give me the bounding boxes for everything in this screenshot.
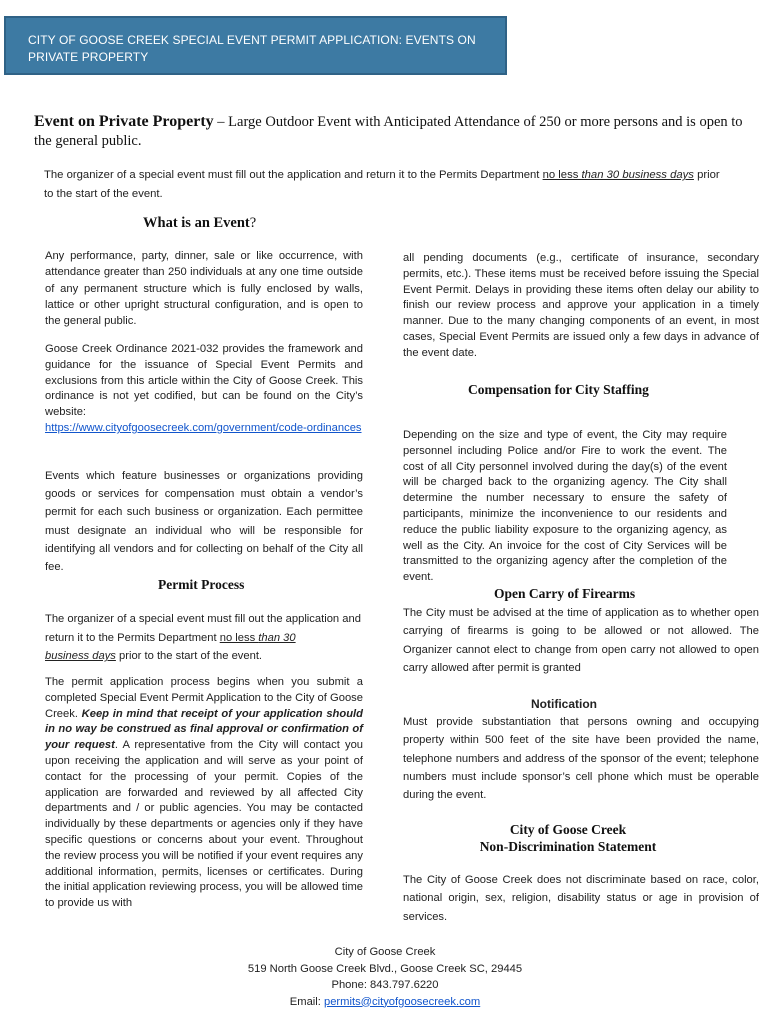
footer-contact [0,944,770,1010]
footer-address: 519 North Goose Creek Blvd., Goose Creek SC, 29445 [247,962,523,975]
nd-title-statement: Non-Discrimination Statement [479,838,657,854]
process-intro-text: The organizer of a special event must fill out the application and return it to the Permits Department [45,613,361,644]
intro-text: The organizer of a special event must fill out the application and return it to the Permits Department [44,169,543,181]
process-underline-days: than 30 [258,631,296,644]
ordinance-link[interactable]: https://www.cityofgoosecreek.com/government/code-ordinances [45,421,362,434]
page-heading [34,112,746,151]
intro-text-end: prior to the start of the event. [44,169,720,200]
pending-documents-text: all pending documents (e.g., certificate of insurance, secondary permits, etc.). These items must be received before issuing the Special Event Permit. Delays in providing these items often delay our ability to finish our review process and approve your application in a timely manner. Due to the many changing components of an event, in most cases, Special Event Permits are issued only a few days in advance of the event date. [403,252,759,359]
what-is-event-text: Any performance, party, dinner, sale or like occurrence, with attendance greater than 250 individuals at any one time outside of any permanent structure which is fully enclosed by walls, lattice or other upright structural configuration, and is open to the general public. [45,250,363,328]
what-is-event-title-text: What is an Event [143,215,250,231]
footer-email-line [0,994,770,1011]
what-is-event-q: ? [249,215,257,231]
intro-underline: no less [542,169,582,181]
notification-title: Notification [531,697,597,711]
permit-process-text [45,675,363,912]
intro-paragraph [44,166,724,204]
ordinance-paragraph [45,342,363,437]
non-discrimination-text: The City of Goose Creek does not discriminate based on race, color, national origin, sex, religion, disability status or age in provision of services. [403,874,759,923]
footer-email-label: Email: [289,995,324,1008]
non-discrimination-title [403,822,733,855]
footer-org: City of Goose Creek [334,946,436,958]
vendor-paragraph: Events which feature businesses or organizations providing goods or services for compensation must obtain a vendor’s permit for each such business or organization. Each permittee must designate an individual who will be responsible for identifying all vendors and for collecting on behalf of the City all fee. [45,470,363,574]
permit-process-intro [45,610,363,666]
firearms-title: Open Carry of Firearms [494,586,636,601]
footer-phone: Phone: 843.797.6220 [331,979,439,991]
notification-text: Must provide substantiation that persons owning and occupying property within 500 feet of the site have been provided the name, telephone numbers and address of the sponsor of the event; telephone numbers must include sponsor’s cell phone which must be operable during the event. [403,716,759,802]
firearms-text: The City must be advised at the time of application as to whether open carrying of firearms is going to be allowed or not allowed. The Organizer cannot elect to change from open carry not allowed to open carry allowed after permit is granted [403,607,759,674]
what-is-event-title [143,215,256,232]
heading-bold: Event on Private Property [34,113,214,130]
intro-underline-deadline: than 30 business days [581,169,694,181]
nd-title-city: City of Goose Creek [509,822,627,837]
process-text-rest: . A representative from the City will contact you upon receiving the application and will serve as your point of contact for the processing of your permit. Copies of the application are forwarded and reviewed by all affected City departments and / or public agencies. You may be contacted individually by these departments or agencies only if they have specific questions or concerns about your event. Throughout the review process you will be notified if your event requires any additional information, permits, licenses or certificates. During the initial application reviewing process, you will be allowed time to provide us with [45,739,364,910]
heading-rest: – Large Outdoor Event with Anticipated Attendance of 250 or more persons and is open to the general public. [34,114,743,149]
compensation-text: Depending on the size and type of event, the City may require personnel including Police and/or Fire to work the event. The cost of all City personnel involved during the day(s) of the event will be charged back to the organizing agency. The City shall determine the number necessary to ensure the safety of participants, minimize the inconvenience to our residents and reduce the public liability exposure to the organizing agency, as well as the City. An invoice for the cost of City Services will be transmitted to the organizing agency after the completion of the event. [403,429,727,584]
process-intro-end: prior to the start of the event. [115,650,263,662]
process-underline-business: business days [45,650,116,662]
permit-process-title: Permit Process [158,577,245,592]
process-warning: Keep in mind that receipt of your application should in no way be construed as final approval or confirmation of your request [45,707,363,752]
header-banner [4,16,507,75]
compensation-title: Compensation for City Staffing [468,382,649,397]
footer-email-link[interactable]: permits@cityofgoosecreek.com [323,995,481,1008]
ordinance-text: Goose Creek Ordinance 2021-032 provides the framework and guidance for the issuance of Special Event Permits and exclusions from this article within the City of Goose Creek. This ordinance is not yet codified, but can be found on the City’s website: [45,343,363,419]
process-underline: no less [219,631,259,644]
banner-title: CITY OF GOOSE CREEK SPECIAL EVENT PERMIT APPLICATION: EVENTS ON PRIVATE PROPERTY [28,33,476,64]
process-text-start: The permit application process begins when you submit a completed Special Event Permit Application to the City of Goose Creek. [45,676,363,720]
